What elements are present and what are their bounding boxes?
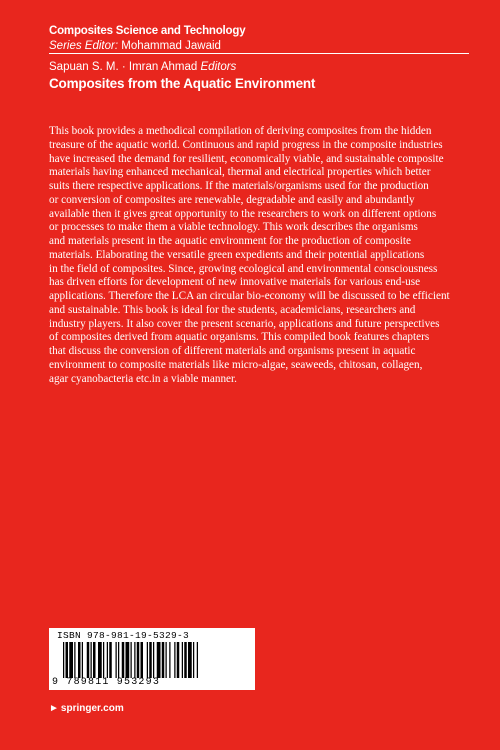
description-line: environment to composite materials like micro-algae, seaweeds, chitosan, collagen, — [49, 358, 423, 371]
barcode-bar — [166, 642, 167, 678]
editors-line — [49, 60, 236, 74]
barcode-bar — [66, 642, 69, 678]
barcode-bar — [87, 642, 90, 678]
isbn-number: ISBN 978-981-19-5329-3 — [57, 630, 190, 641]
barcode-digits: 9 789811 953293 — [52, 677, 161, 688]
description-line: treasure of the aquatic world. Continuous and rapid progress in the composite industries — [49, 138, 443, 151]
barcode-bar — [98, 642, 102, 678]
barcode-bar — [107, 642, 108, 678]
barcode-bar — [91, 642, 92, 678]
barcode-bar — [147, 642, 148, 678]
description-line: materials. Elaborating the versatile green expedients and their potential applications — [49, 248, 425, 261]
barcode-bars — [63, 642, 241, 678]
editor-names: Sapuan S. M. · Imran Ahmad — [49, 61, 198, 73]
series-editor-label: Series Editor: — [49, 40, 119, 52]
description-line: or processes to make them a viable technology. This work describes the organisms — [49, 221, 418, 234]
description-line: has driven efforts for development of new innovative materials for various end-use — [49, 276, 421, 289]
barcode-bar — [82, 642, 83, 678]
barcode-bar — [122, 642, 125, 678]
barcode-bar — [149, 642, 152, 678]
barcode-bar — [118, 642, 119, 678]
barcode-bar — [188, 642, 192, 678]
barcode-bar — [93, 642, 96, 678]
description-line: that discuss the conversion of different materials and organisms present in aquatic — [49, 345, 416, 357]
header-divider — [49, 53, 469, 54]
barcode-bar — [78, 642, 81, 678]
barcode-bar — [197, 642, 198, 678]
description-line: available then it gives great opportunity to the researchers to work on different options — [49, 207, 437, 220]
barcode-bar — [109, 642, 112, 678]
barcode-bar — [153, 642, 154, 678]
barcode-bar — [137, 642, 140, 678]
barcode-bar — [157, 642, 161, 678]
description-line: applications. Therefore the LCA an circular bio-economy will be discussed to be efficient — [49, 290, 450, 302]
barcode-bar — [63, 642, 64, 678]
description-line: This book provides a methodical compilation of deriving composites from the hidden — [49, 125, 432, 137]
series-editor-name: Mohammad Jawaid — [121, 40, 221, 52]
description-line: suits there respective applications. If the materials/organisms used for the production — [49, 180, 429, 192]
barcode-bar — [162, 642, 165, 678]
book-title: Composites from the Aquatic Environment — [49, 76, 316, 91]
barcode-bar — [134, 642, 135, 678]
barcode-bar — [74, 642, 75, 678]
barcode-bar — [193, 642, 194, 678]
publisher-site: springer.com — [60, 703, 124, 714]
description-line: industry players. It also cover the present scenario, applications and future perspectives — [49, 317, 440, 330]
description-line: materials having enhanced mechanical, thermal and electrical properties which better — [49, 166, 431, 179]
barcode-bar — [174, 642, 175, 678]
editors-label: Editors — [200, 61, 237, 73]
description-line: have increased the demand for resilient, economically viable, and sustainable composite — [49, 152, 444, 165]
barcode-bar — [69, 642, 73, 678]
isbn-barcode — [49, 628, 255, 690]
barcode-bar — [116, 642, 117, 678]
description-line: or conversion of composites are renewable, degradable and easily and abundantly — [49, 193, 415, 206]
description-line: and materials present in the aquatic environment for the production of composite — [49, 235, 411, 247]
series-editor — [49, 39, 469, 54]
barcode-bar — [131, 642, 132, 678]
barcode-bar — [103, 642, 104, 678]
barcode-bar — [184, 642, 187, 678]
description-line: agar cyanobacteria etc.in a viable manner. — [49, 372, 237, 385]
description-line: in the field of composites. Since, growing ecological and environmental consciousness — [49, 262, 438, 275]
publisher-link[interactable] — [49, 703, 124, 715]
barcode-bar — [169, 642, 170, 678]
book-description — [49, 125, 451, 386]
description-line: of composites derived from aquatic organisms. This compiled book features chapters — [49, 331, 430, 344]
description-line: and sustainable. This book is ideal for the students, academicians, researchers and — [49, 303, 416, 316]
barcode-bar — [182, 642, 183, 678]
barcode-bar — [177, 642, 180, 678]
arrow-icon: ► — [49, 703, 59, 714]
barcode-bar — [126, 642, 130, 678]
series-header — [49, 24, 469, 54]
barcode-bar — [141, 642, 144, 678]
series-title: Composites Science and Technology — [49, 25, 246, 37]
